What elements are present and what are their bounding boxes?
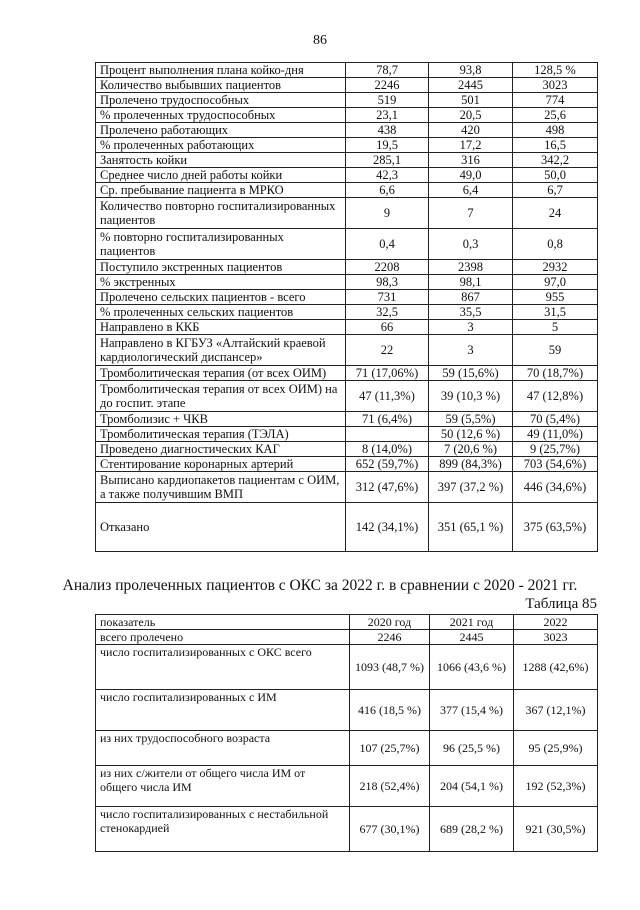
cell-col-2: 867 — [429, 290, 513, 305]
cell-col-1: 438 — [346, 123, 429, 138]
cell-col-3: 70 (5,4%) — [513, 412, 598, 427]
cell-col-1: 8 (14,0%) — [346, 442, 429, 457]
table-row — [96, 168, 598, 183]
row-label: Тромболизис + ЧКВ — [96, 412, 346, 427]
cell-col-2: 351 (65,1 %) — [429, 503, 513, 552]
cell-col-2: 7 (20,6 %) — [429, 442, 513, 457]
cell-col-1 — [346, 427, 429, 442]
row-label: Тромболитическая терапия (ТЭЛА) — [96, 427, 346, 442]
row-label: Проведено диагностических КАГ — [96, 442, 346, 457]
table-row — [96, 153, 598, 168]
header-label: показатель — [96, 615, 350, 630]
cell-col-2: 50 (12,6 %) — [429, 427, 513, 442]
cell-col-3: 774 — [513, 93, 598, 108]
table-row — [96, 630, 598, 645]
cell-col-1: 1093 (48,7 %) — [350, 645, 430, 690]
table-row — [96, 766, 598, 807]
row-label: % пролеченных сельских пациентов — [96, 305, 346, 320]
cell-col-1: 71 (6,4%) — [346, 412, 429, 427]
cell-col-1: 677 (30,1%) — [350, 807, 430, 852]
table-row — [96, 108, 598, 123]
cell-col-3: 24 — [513, 198, 598, 229]
table-row — [96, 335, 598, 366]
cell-col-3: 1288 (42,6%) — [514, 645, 598, 690]
row-label: % экстренных — [96, 275, 346, 290]
cell-col-1: 0,4 — [346, 229, 429, 260]
cell-col-3: 2932 — [513, 260, 598, 275]
cell-col-2: 2445 — [429, 78, 513, 93]
row-label: % пролеченных трудоспособных — [96, 108, 346, 123]
cell-col-3: 375 (63,5%) — [513, 503, 598, 552]
cell-col-2: 49,0 — [429, 168, 513, 183]
cell-col-1: 98,3 — [346, 275, 429, 290]
cell-col-3: 49 (11,0%) — [513, 427, 598, 442]
table-row — [96, 275, 598, 290]
table-row — [96, 198, 598, 229]
row-label: Количество выбывших пациентов — [96, 78, 346, 93]
table-row — [96, 260, 598, 275]
row-label: Отказано — [96, 503, 346, 552]
table-row — [96, 93, 598, 108]
cell-col-2: 397 (37,2 %) — [429, 472, 513, 503]
cell-col-3: 16,5 — [513, 138, 598, 153]
row-label: из них с/жители от общего числа ИМ от общего числа ИМ — [96, 766, 350, 807]
cell-col-2: 93,8 — [429, 63, 513, 78]
row-label: Направлено в ККБ — [96, 320, 346, 335]
acs-analysis-table — [95, 614, 598, 852]
row-label: Направлено в КГБУЗ «Алтайский краевой кардиологический диспансер» — [96, 335, 346, 366]
cell-col-1: 42,3 — [346, 168, 429, 183]
table-row — [96, 690, 598, 731]
cell-col-3: 31,5 — [513, 305, 598, 320]
table-row — [96, 290, 598, 305]
cell-col-1: 285,1 — [346, 153, 429, 168]
header-2021: 2021 год — [430, 615, 514, 630]
table-row — [96, 807, 598, 852]
cell-col-2: 39 (10,3 %) — [429, 381, 513, 412]
hospital-stats-table — [95, 62, 598, 552]
cell-col-3: 3023 — [514, 630, 598, 645]
row-label: число госпитализированных с нестабильной стенокардией — [96, 807, 350, 852]
cell-col-3: 192 (52,3%) — [514, 766, 598, 807]
header-2022: 2022 — [514, 615, 598, 630]
cell-col-2: 96 (25,5 %) — [430, 731, 514, 766]
cell-col-2: 7 — [429, 198, 513, 229]
cell-col-3: 9 (25,7%) — [513, 442, 598, 457]
cell-col-3: 25,6 — [513, 108, 598, 123]
cell-col-1: 519 — [346, 93, 429, 108]
cell-col-2: 689 (28,2 %) — [430, 807, 514, 852]
row-label: % повторно госпитализированных пациентов — [96, 229, 346, 260]
cell-col-3: 47 (12,8%) — [513, 381, 598, 412]
cell-col-1: 416 (18,5 %) — [350, 690, 430, 731]
cell-col-3: 6,7 — [513, 183, 598, 198]
cell-col-2: 377 (15,4 %) — [430, 690, 514, 731]
row-label: всего пролечено — [96, 630, 350, 645]
row-label: число госпитализированных с ОКС всего — [96, 645, 350, 690]
row-label: Занятость койки — [96, 153, 346, 168]
cell-col-3: 59 — [513, 335, 598, 366]
table-number: Таблица 85 — [525, 596, 597, 612]
cell-col-3: 367 (12,1%) — [514, 690, 598, 731]
cell-col-2: 35,5 — [429, 305, 513, 320]
row-label: % пролеченных работающих — [96, 138, 346, 153]
cell-col-3: 703 (54,6%) — [513, 457, 598, 472]
cell-col-1: 652 (59,7%) — [346, 457, 429, 472]
cell-col-2: 98,1 — [429, 275, 513, 290]
table-row — [96, 229, 598, 260]
cell-col-1: 2208 — [346, 260, 429, 275]
cell-col-2: 2398 — [429, 260, 513, 275]
cell-col-3: 921 (30,5%) — [514, 807, 598, 852]
cell-col-2: 501 — [429, 93, 513, 108]
cell-col-1: 47 (11,3%) — [346, 381, 429, 412]
cell-col-3: 3023 — [513, 78, 598, 93]
cell-col-1: 731 — [346, 290, 429, 305]
row-label: Пролечено работающих — [96, 123, 346, 138]
cell-col-2: 204 (54,1 %) — [430, 766, 514, 807]
section-heading: Анализ пролеченных пациентов с ОКС за 2022 г. в сравнении с 2020 - 2021 гг. — [62, 577, 578, 594]
table-row — [96, 123, 598, 138]
cell-col-1: 32,5 — [346, 305, 429, 320]
cell-col-1: 71 (17,06%) — [346, 366, 429, 381]
cell-col-1: 6,6 — [346, 183, 429, 198]
cell-col-2: 20,5 — [429, 108, 513, 123]
cell-col-3: 128,5 % — [513, 63, 598, 78]
cell-col-2: 17,2 — [429, 138, 513, 153]
row-label: Ср. пребывание пациента в МРКО — [96, 183, 346, 198]
cell-col-2: 1066 (43,6 %) — [430, 645, 514, 690]
row-label: Процент выполнения плана койко-дня — [96, 63, 346, 78]
cell-col-2: 3 — [429, 320, 513, 335]
cell-col-1: 23,1 — [346, 108, 429, 123]
row-label: Пролечено трудоспособных — [96, 93, 346, 108]
cell-col-1: 142 (34,1%) — [346, 503, 429, 552]
cell-col-1: 19,5 — [346, 138, 429, 153]
cell-col-1: 218 (52,4%) — [350, 766, 430, 807]
table-row — [96, 457, 598, 472]
cell-col-2: 59 (5,5%) — [429, 412, 513, 427]
cell-col-2: 316 — [429, 153, 513, 168]
row-label: Пролечено сельских пациентов - всего — [96, 290, 346, 305]
row-label: из них трудоспособного возраста — [96, 731, 350, 766]
table-row — [96, 63, 598, 78]
cell-col-2: 3 — [429, 335, 513, 366]
table-row — [96, 305, 598, 320]
table-row — [96, 381, 598, 412]
cell-col-2: 420 — [429, 123, 513, 138]
cell-col-1: 2246 — [350, 630, 430, 645]
row-label: число госпитализированных с ИМ — [96, 690, 350, 731]
cell-col-1: 22 — [346, 335, 429, 366]
cell-col-2: 899 (84,3%) — [429, 457, 513, 472]
table-row — [96, 731, 598, 766]
header-2020: 2020 год — [350, 615, 430, 630]
cell-col-3: 97,0 — [513, 275, 598, 290]
table-row — [96, 442, 598, 457]
row-label: Поступило экстренных пациентов — [96, 260, 346, 275]
cell-col-3: 955 — [513, 290, 598, 305]
table-row — [96, 138, 598, 153]
page-number: 86 — [313, 33, 327, 48]
cell-col-1: 2246 — [346, 78, 429, 93]
row-label: Среднее число дней работы койки — [96, 168, 346, 183]
cell-col-3: 342,2 — [513, 153, 598, 168]
cell-col-1: 78,7 — [346, 63, 429, 78]
row-label: Выписано кардиопакетов пациентам с ОИМ, а также получившим ВМП — [96, 472, 346, 503]
table-row — [96, 412, 598, 427]
row-label: Тромболитическая терапия (от всех ОИМ) — [96, 366, 346, 381]
cell-col-3: 498 — [513, 123, 598, 138]
cell-col-3: 0,8 — [513, 229, 598, 260]
table-row — [96, 78, 598, 93]
cell-col-3: 70 (18,7%) — [513, 366, 598, 381]
cell-col-3: 95 (25,9%) — [514, 731, 598, 766]
table-row — [96, 503, 598, 552]
cell-col-1: 66 — [346, 320, 429, 335]
cell-col-1: 312 (47,6%) — [346, 472, 429, 503]
row-label: Количество повторно госпитализированных пациентов — [96, 198, 346, 229]
cell-col-3: 5 — [513, 320, 598, 335]
cell-col-1: 9 — [346, 198, 429, 229]
cell-col-3: 446 (34,6%) — [513, 472, 598, 503]
cell-col-2: 59 (15,6%) — [429, 366, 513, 381]
row-label: Стентирование коронарных артерий — [96, 457, 346, 472]
table-header-row — [96, 615, 598, 630]
cell-col-2: 6,4 — [429, 183, 513, 198]
row-label: Тромболитическая терапия от всех ОИМ) на до госпит. этапе — [96, 381, 346, 412]
table-row — [96, 366, 598, 381]
table-row — [96, 320, 598, 335]
cell-col-1: 107 (25,7%) — [350, 731, 430, 766]
table-row — [96, 427, 598, 442]
cell-col-3: 50,0 — [513, 168, 598, 183]
table-row — [96, 183, 598, 198]
cell-col-2: 0,3 — [429, 229, 513, 260]
table-row — [96, 472, 598, 503]
cell-col-2: 2445 — [430, 630, 514, 645]
table-row — [96, 645, 598, 690]
